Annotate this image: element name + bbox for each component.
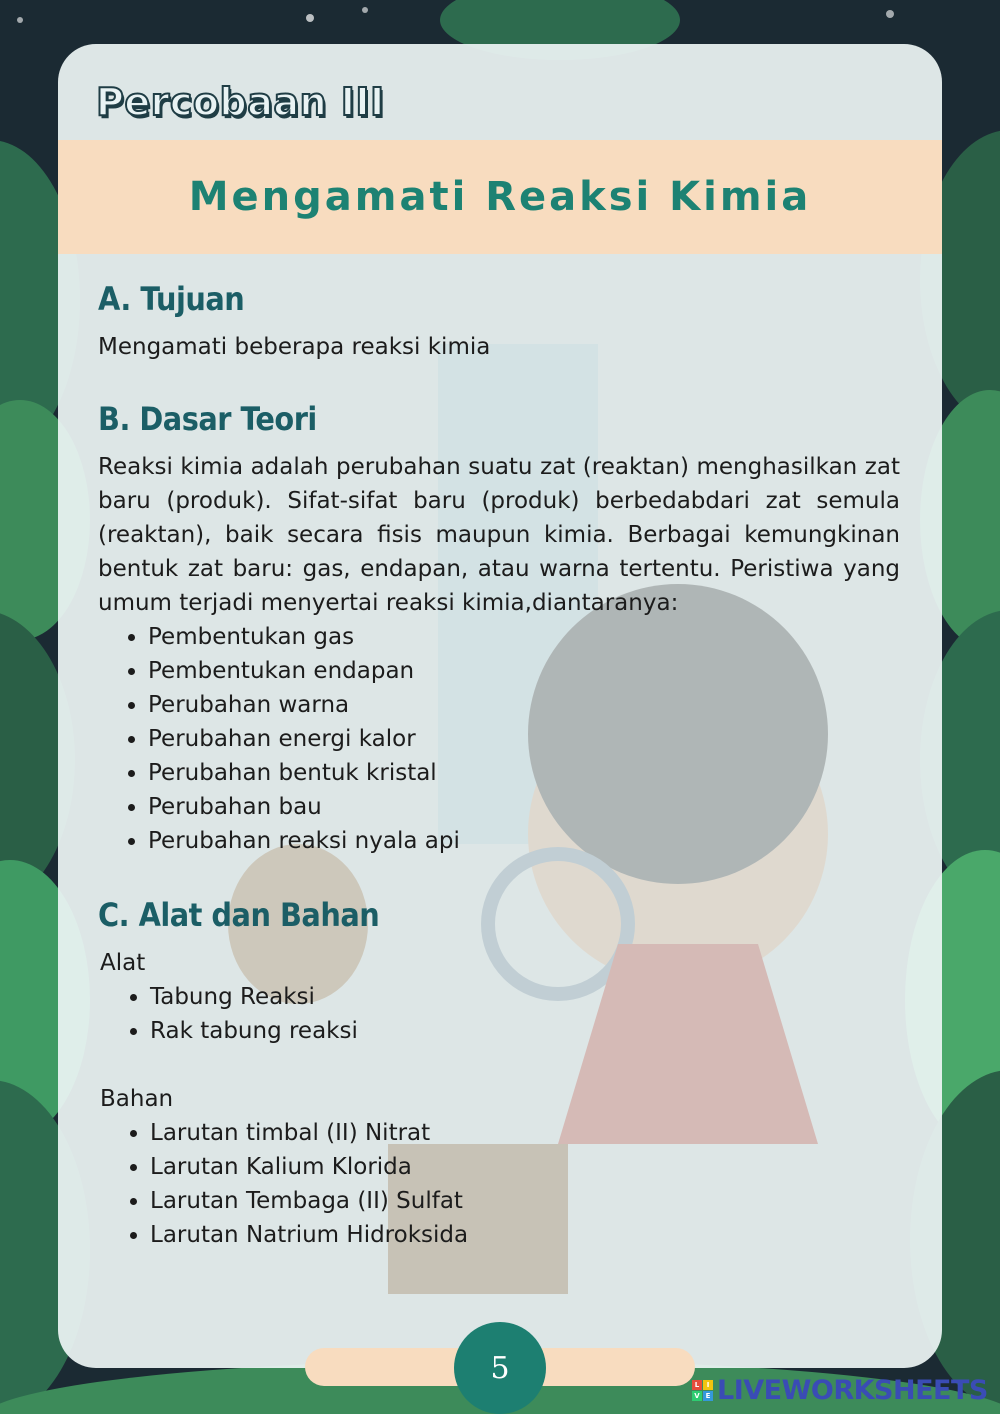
list-item: • Perubahan warna xyxy=(148,688,900,722)
liveworksheets-watermark xyxy=(692,1374,988,1406)
bahan-list xyxy=(98,1116,900,1252)
list-item: • Larutan timbal (II) Nitrat xyxy=(150,1116,900,1150)
list-item: • Perubahan reaksi nyala api xyxy=(148,824,900,858)
content-card xyxy=(58,44,942,1368)
section-heading-tujuan: A. Tujuan xyxy=(98,280,245,318)
section-heading-dasar-teori: B. Dasar Teori xyxy=(98,400,317,438)
list-item: • Perubahan bau xyxy=(148,790,900,824)
alat-list xyxy=(98,980,900,1048)
main-content xyxy=(98,280,900,1252)
liveworksheets-logo-icon: L I V E xyxy=(692,1380,713,1401)
list-item: • Rak tabung reaksi xyxy=(150,1014,900,1048)
list-item: • Larutan Tembaga (II) Sulfat xyxy=(150,1184,900,1218)
page-number: 5 xyxy=(454,1322,546,1414)
dasar-teori-paragraph: Reaksi kimia adalah perubahan suatu zat (reaktan) menghasilkan zat baru (produk). Sifat-sifat baru (produk) berbedabdari zat semula (reaktan), baik secara fisis maupun kimia. Berbagai kemungkinan bentuk zat baru: gas, endapan, atau warna tertentu. Peristiwa yang umum terjadi menyertai reaksi kimia,diantaranya: xyxy=(98,454,900,616)
section-heading-alat-bahan: C. Alat dan Bahan xyxy=(98,896,380,934)
watermark-text: LIVEWORKSHEETS xyxy=(717,1374,988,1406)
list-item: • Larutan Kalium Klorida xyxy=(150,1150,900,1184)
list-item: • Larutan Natrium Hidroksida xyxy=(150,1218,900,1252)
list-item: • Perubahan energi kalor xyxy=(148,722,900,756)
dasar-teori-list xyxy=(98,620,900,858)
list-item: • Perubahan bentuk kristal xyxy=(148,756,900,790)
alat-label: Alat xyxy=(100,950,146,976)
list-item: • Pembentukan endapan xyxy=(148,654,900,688)
list-item: • Pembentukan gas xyxy=(148,620,900,654)
tujuan-text: Mengamati beberapa reaksi kimia xyxy=(98,334,491,360)
experiment-label: Percobaan III xyxy=(96,80,385,124)
page-title: Mengamati Reaksi Kimia xyxy=(188,174,812,220)
bahan-label: Bahan xyxy=(100,1086,174,1112)
title-banner xyxy=(58,140,942,254)
list-item: • Tabung Reaksi xyxy=(150,980,900,1014)
